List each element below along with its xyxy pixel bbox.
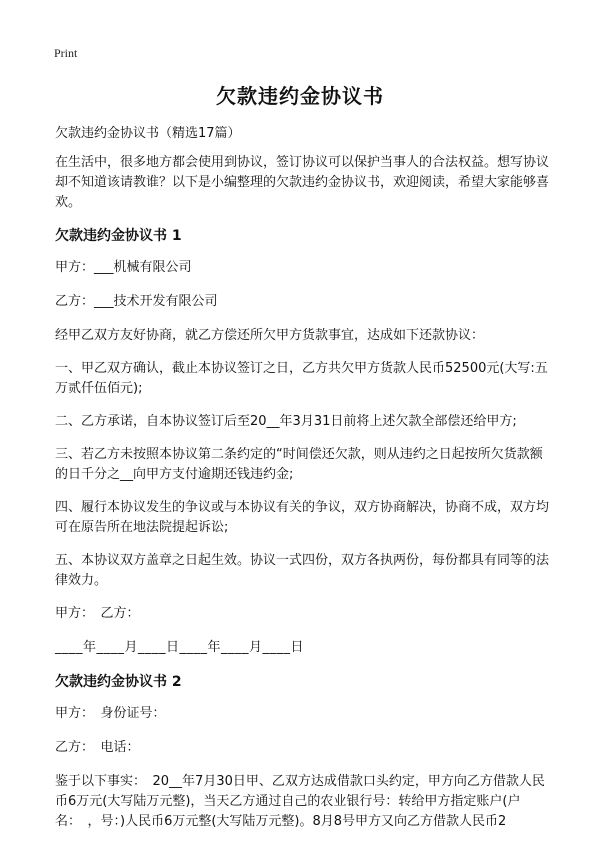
clause-5: 五、本协议双方盖章之日起生效。协议一式四份，双方各执两份，每份都具有同等的法律效力。 <box>55 553 550 588</box>
section-heading-1: 欠款违约金协议书 1 <box>55 228 182 244</box>
print-link[interactable]: Print <box>54 46 78 60</box>
clause-1: 一、甲乙双方确认，截止本协议签订之日，乙方共欠甲方货款人民币52500元(大写:五万贰仟伍佰元); <box>55 361 548 396</box>
clause-2: 二、乙方承诺，自本协议签订后至20__年3月31日前将上述欠款全部偿还给甲方; <box>55 414 517 429</box>
agreement-opening: 经甲乙双方友好协商，就乙方偿还所欠甲方货款事宜，达成如下还款协议： <box>55 328 485 343</box>
party-a-field: 甲方：___机械有限公司 <box>55 260 192 275</box>
document-body <box>55 124 552 845</box>
section-heading-2: 欠款违约金协议书 2 <box>55 674 182 690</box>
party-b-phone-field: 乙方： 电话： <box>55 740 140 755</box>
date-line: ____年____月____日____年____月____日 <box>55 640 305 655</box>
signature-line: 甲方： 乙方： <box>55 606 140 621</box>
party-b-field: 乙方：___技术开发有限公司 <box>55 294 218 309</box>
page-title: 欠款违约金协议书 <box>216 84 384 108</box>
facts-paragraph: 鉴于以下事实： 20__年7月30日甲、乙双方达成借款口头约定，甲方向乙方借款人民币6万元(大写陆万元整)，当天乙方通过自己的农业银行号：转给甲方指定账户(户名： ，号：)人民币6万元整(大写陆万元整)。8月8号甲方又向乙方借款人民币2 <box>55 774 545 829</box>
party-a-id-field: 甲方： 身份证号： <box>55 706 166 721</box>
clause-4: 四、履行本协议发生的争议或与本协议有关的争议，双方协商解决，协商不成，双方均可在原告所在地法院提起诉讼; <box>55 500 550 535</box>
intro-paragraph: 在生活中，很多地方都会使用到协议，签订协议可以保护当事人的合法权益。想写协议却不知道该请教谁？以下是小编整理的欠款违约金协议书，欢迎阅读，希望大家能够喜欢。 <box>55 155 550 210</box>
document-subtitle: 欠款违约金协议书（精选17篇） <box>55 126 241 141</box>
clause-3: 三、若乙方未按照本协议第二条约定的“时间偿还欠款，则从违约之日起按所欠货款额的日千分之__向甲方支付逾期还钱违约金; <box>55 447 543 482</box>
